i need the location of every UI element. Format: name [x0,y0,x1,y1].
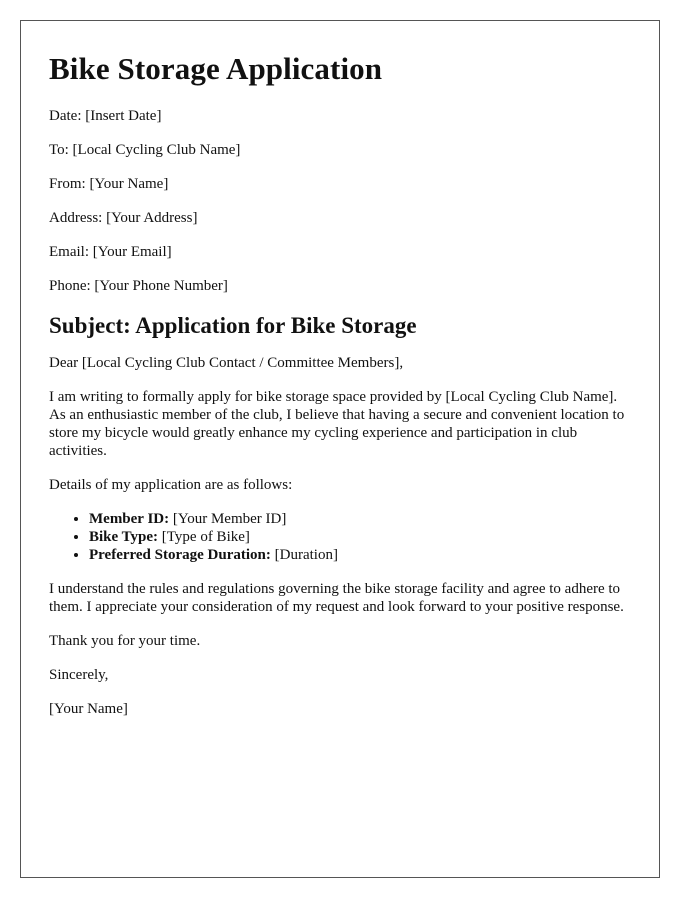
date-line [49,107,631,125]
document-title: Bike Storage Application [49,51,383,86]
email-line [49,243,631,261]
storage-duration-value: [Duration] [274,547,338,563]
letter-page [20,20,660,878]
address-label: Address: [49,210,103,226]
thanks-line: Thank you for your time. [49,633,201,649]
phone-value: [Your Phone Number] [94,278,228,294]
list-item-member-id [89,510,631,528]
list-item-storage-duration [89,546,631,564]
salutation: Dear [Local Cycling Club Contact / Committee Members], [49,355,404,371]
to-line [49,141,631,159]
date-value: [Insert Date] [85,108,162,124]
details-list [49,510,631,564]
signature-line: [Your Name] [49,701,128,717]
from-value: [Your Name] [89,176,169,192]
to-label: To: [49,142,69,158]
email-value: [Your Email] [92,244,172,260]
bike-type-label: Bike Type: [89,529,159,545]
list-item-bike-type [89,528,631,546]
member-id-label: Member ID: [89,511,170,527]
to-value: [Local Cycling Club Name] [72,142,241,158]
date-label: Date: [49,108,82,124]
phone-label: Phone: [49,278,91,294]
address-line [49,209,631,227]
bike-type-value: [Type of Bike] [161,529,250,545]
closing-line: Sincerely, [49,667,109,683]
subject-heading: Subject: Application for Bike Storage [49,313,417,338]
address-value: [Your Address] [106,210,198,226]
member-id-value: [Your Member ID] [172,511,287,527]
body-paragraph-1: I am writing to formally apply for bike storage space provided by [Local Cycling Club Name]. As an enthusiastic member of the club, I believe that having a secure and convenient location to store my bicycle would greatly enhance my cycling experience and participation in club activities. [49,389,625,459]
details-intro: Details of my application are as follows: [49,477,293,493]
storage-duration-label: Preferred Storage Duration: [89,547,271,563]
body-paragraph-2: I understand the rules and regulations governing the bike storage facility and agree to adhere to them. I appreciate your consideration of my request and look forward to your positive response. [49,581,624,615]
from-label: From: [49,176,86,192]
email-label: Email: [49,244,89,260]
phone-line [49,277,631,295]
from-line [49,175,631,193]
